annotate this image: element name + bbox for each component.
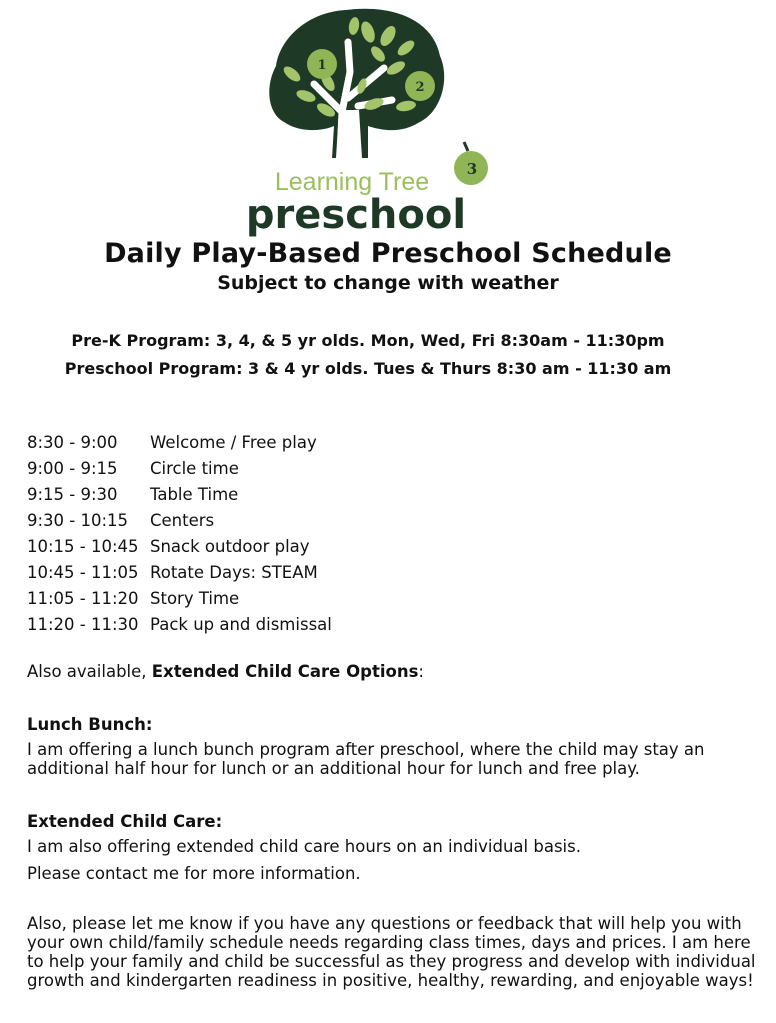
schedule-time: 8:30 - 9:00 <box>27 432 118 452</box>
schedule-time: 11:05 - 11:20 <box>27 588 139 608</box>
extended-intro-bold: Extended Child Care Options <box>151 662 419 681</box>
schedule-activity: Story Time <box>150 588 240 608</box>
schedule-row <box>27 507 747 533</box>
schedule-time: 10:15 - 10:45 <box>27 536 139 556</box>
schedule-activity: Rotate Days: STEAM <box>150 562 318 582</box>
apple-number-3: 3 <box>466 160 478 178</box>
lunch-bunch-body: I am offering a lunch bunch program after preschool, where the child may stay an additional half hour for lunch or an additional hour for lunch and free play. <box>27 740 705 778</box>
tree-logo-icon <box>228 8 498 238</box>
schedule-row <box>27 481 747 507</box>
apple-number-2: 2 <box>415 80 425 95</box>
schedule-activity: Pack up and dismissal <box>150 614 332 634</box>
schedule-row <box>27 533 747 559</box>
brand-preschool: preschool <box>245 192 467 238</box>
extended-intro-suffix: : <box>418 662 424 681</box>
lunch-bunch-heading: Lunch Bunch: <box>27 715 153 734</box>
page-title: Daily Play-Based Preschool Schedule <box>104 238 672 269</box>
schedule-time: 10:45 - 11:05 <box>27 562 139 582</box>
schedule-activity: Centers <box>150 510 215 530</box>
schedule-activity: Table Time <box>150 484 239 504</box>
schedule-time: 9:30 - 10:15 <box>27 510 129 530</box>
schedule-row <box>27 585 747 611</box>
extended-care-body: I am also offering extended child care hours on an individual basis. <box>27 837 581 856</box>
page-subtitle: Subject to change with weather <box>217 272 559 294</box>
schedule-time: 11:20 - 11:30 <box>27 614 139 634</box>
schedule-row <box>27 455 747 481</box>
learning-tree-logo <box>228 8 498 238</box>
apple-number-1: 1 <box>317 58 327 73</box>
closing-paragraph: Also, please let me know if you have any questions or feedback that will help you with your own child/family schedule needs regarding class times, days and prices. I am here to help your family and child be successful as they progress and develop with individual growth and kindergarten readiness in positive, healthy, rewarding, and enjoyable ways! <box>27 914 756 990</box>
schedule-activity: Welcome / Free play <box>150 432 317 452</box>
extended-care-heading: Extended Child Care: <box>27 812 223 831</box>
program-pre-k: Pre-K Program: 3, 4, & 5 yr olds. Mon, Wed, Fri 8:30am - 11:30pm <box>71 331 665 350</box>
schedule-activity: Circle time <box>150 458 239 478</box>
schedule-activity: Snack outdoor play <box>150 536 310 556</box>
extended-care-contact: Please contact me for more information. <box>27 864 361 883</box>
schedule-row <box>27 559 747 585</box>
brand-learning-tree: Learning Tree <box>274 168 430 196</box>
schedule-time: 9:00 - 9:15 <box>27 458 118 478</box>
schedule-time: 9:15 - 9:30 <box>27 484 118 504</box>
schedule-row <box>27 611 747 637</box>
extended-intro-prefix: Also available, <box>27 662 152 681</box>
schedule-list <box>27 429 747 637</box>
schedule-row <box>27 429 747 455</box>
extended-intro <box>27 662 757 681</box>
program-preschool: Preschool Program: 3 & 4 yr olds. Tues & Thurs 8:30 am - 11:30 am <box>64 359 672 378</box>
